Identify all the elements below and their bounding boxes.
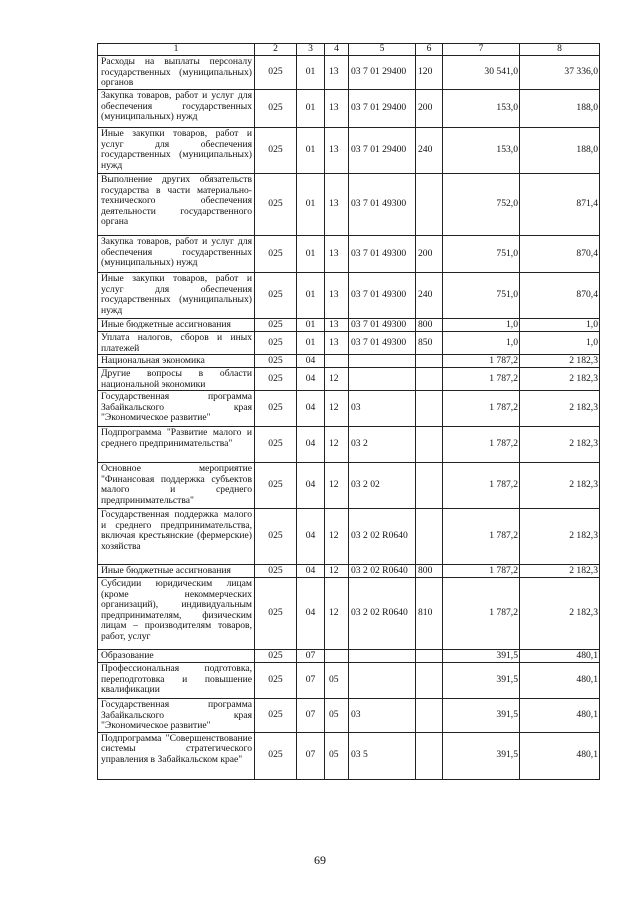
section-code: 07 [297, 663, 325, 699]
ministry-code: 025 [255, 578, 297, 650]
expense-type: 200 [416, 90, 443, 128]
table-row [98, 427, 600, 463]
ministry-code: 025 [255, 565, 297, 578]
row-name: Выполнение других обязательств государства в части материально-технического обеспечения деятельности государственного органа [98, 174, 255, 236]
target-article [349, 368, 416, 391]
subsection-code: 12 [325, 463, 349, 509]
ministry-code: 025 [255, 463, 297, 509]
row-name: Уплата налогов, сборов и иных платежей [98, 332, 255, 355]
amount-year-1: 391,5 [443, 699, 520, 733]
expense-type [416, 699, 443, 733]
ministry-code: 025 [255, 174, 297, 236]
ministry-code: 025 [255, 732, 297, 779]
target-article: 03 7 01 49300 [349, 174, 416, 236]
amount-year-1: 153,0 [443, 128, 520, 174]
expense-type [416, 663, 443, 699]
header-cell: 1 [98, 44, 255, 56]
section-code: 01 [297, 174, 325, 236]
amount-year-1: 752,0 [443, 174, 520, 236]
amount-year-2: 480,1 [520, 732, 600, 779]
ministry-code: 025 [255, 319, 297, 332]
row-name: Основное мероприятие "Финансовая поддержка субъектов малого и среднего предпринимательства" [98, 463, 255, 509]
expense-type [416, 427, 443, 463]
ministry-code: 025 [255, 663, 297, 699]
amount-year-1: 1 787,2 [443, 355, 520, 368]
row-name: Иные закупки товаров, работ и услуг для обеспечения государственных (муниципальных) нужд [98, 128, 255, 174]
target-article: 03 2 02 R0640 [349, 509, 416, 565]
amount-year-1: 1 787,2 [443, 578, 520, 650]
ministry-code: 025 [255, 128, 297, 174]
amount-year-2: 870,4 [520, 236, 600, 273]
table-row [98, 391, 600, 427]
subsection-code: 13 [325, 174, 349, 236]
subsection-code: 12 [325, 578, 349, 650]
expense-type: 240 [416, 128, 443, 174]
subsection-code [325, 355, 349, 368]
target-article [349, 355, 416, 368]
row-name: Государственная программа Забайкальского края "Экономическое развитие" [98, 699, 255, 733]
expense-type: 810 [416, 578, 443, 650]
target-article: 03 7 01 49300 [349, 332, 416, 355]
amount-year-2: 871,4 [520, 174, 600, 236]
target-article [349, 663, 416, 699]
amount-year-2: 2 182,3 [520, 427, 600, 463]
amount-year-2: 480,1 [520, 663, 600, 699]
amount-year-2: 1,0 [520, 319, 600, 332]
section-code: 01 [297, 332, 325, 355]
target-article: 03 7 01 49300 [349, 236, 416, 273]
table-body [98, 56, 600, 780]
table-row [98, 368, 600, 391]
ministry-code: 025 [255, 427, 297, 463]
amount-year-2: 2 182,3 [520, 578, 600, 650]
section-code: 04 [297, 391, 325, 427]
amount-year-1: 1 787,2 [443, 463, 520, 509]
amount-year-1: 1 787,2 [443, 427, 520, 463]
amount-year-2: 37 336,0 [520, 56, 600, 90]
amount-year-2: 870,4 [520, 273, 600, 319]
row-name: Образование [98, 650, 255, 663]
amount-year-1: 1 787,2 [443, 391, 520, 427]
section-code: 04 [297, 463, 325, 509]
table-row [98, 273, 600, 319]
section-code: 07 [297, 650, 325, 663]
section-code: 07 [297, 732, 325, 779]
header-cell: 8 [520, 44, 600, 56]
subsection-code: 13 [325, 236, 349, 273]
subsection-code: 13 [325, 273, 349, 319]
subsection-code: 12 [325, 509, 349, 565]
expense-type [416, 509, 443, 565]
subsection-code: 13 [325, 56, 349, 90]
target-article: 03 [349, 391, 416, 427]
amount-year-1: 153,0 [443, 90, 520, 128]
ministry-code: 025 [255, 332, 297, 355]
expense-type: 200 [416, 236, 443, 273]
row-name: Иные закупки товаров, работ и услуг для обеспечения государственных (муниципальных) нужд [98, 273, 255, 319]
amount-year-1: 751,0 [443, 236, 520, 273]
target-article: 03 2 02 [349, 463, 416, 509]
row-name: Подпрограмма "Развитие малого и среднего предпринимательства" [98, 427, 255, 463]
amount-year-1: 30 541,0 [443, 56, 520, 90]
header-row [98, 44, 600, 56]
target-article: 03 7 01 29400 [349, 128, 416, 174]
table-row [98, 663, 600, 699]
amount-year-1: 391,5 [443, 732, 520, 779]
section-code: 01 [297, 319, 325, 332]
expense-type: 800 [416, 565, 443, 578]
expense-type [416, 355, 443, 368]
section-code: 01 [297, 236, 325, 273]
section-code: 01 [297, 56, 325, 90]
expense-type: 800 [416, 319, 443, 332]
ministry-code: 025 [255, 56, 297, 90]
amount-year-2: 188,0 [520, 90, 600, 128]
row-name: Подпрограмма "Совершенствование системы стратегического управления в Забайкальском крае" [98, 732, 255, 779]
ministry-code: 025 [255, 509, 297, 565]
amount-year-1: 391,5 [443, 650, 520, 663]
table-row [98, 509, 600, 565]
table-row [98, 332, 600, 355]
table-row [98, 565, 600, 578]
target-article: 03 7 01 29400 [349, 56, 416, 90]
row-name: Профессиональная подготовка, переподготовка и повышение квалификации [98, 663, 255, 699]
expense-type [416, 368, 443, 391]
header-cell: 7 [443, 44, 520, 56]
ministry-code: 025 [255, 650, 297, 663]
row-name: Государственная поддержка малого и среднего предпринимательства, включая крестьянские (фермерские) хозяйства [98, 509, 255, 565]
subsection-code: 12 [325, 565, 349, 578]
amount-year-2: 188,0 [520, 128, 600, 174]
table-row [98, 56, 600, 90]
subsection-code: 05 [325, 663, 349, 699]
amount-year-2: 2 182,3 [520, 463, 600, 509]
amount-year-2: 2 182,3 [520, 368, 600, 391]
subsection-code: 13 [325, 332, 349, 355]
ministry-code: 025 [255, 236, 297, 273]
table-row [98, 174, 600, 236]
amount-year-1: 1,0 [443, 332, 520, 355]
target-article: 03 2 02 R0640 [349, 578, 416, 650]
target-article [349, 650, 416, 663]
subsection-code [325, 650, 349, 663]
row-name: Национальная экономика [98, 355, 255, 368]
table-row [98, 236, 600, 273]
target-article: 03 7 01 49300 [349, 319, 416, 332]
expense-type: 120 [416, 56, 443, 90]
subsection-code: 13 [325, 90, 349, 128]
section-code: 04 [297, 368, 325, 391]
subsection-code: 12 [325, 427, 349, 463]
ministry-code: 025 [255, 699, 297, 733]
header-cell: 4 [325, 44, 349, 56]
header-cell: 6 [416, 44, 443, 56]
expense-type [416, 732, 443, 779]
section-code: 01 [297, 90, 325, 128]
subsection-code: 12 [325, 368, 349, 391]
table-row [98, 463, 600, 509]
budget-table [97, 43, 600, 780]
amount-year-2: 480,1 [520, 699, 600, 733]
table-row [98, 128, 600, 174]
subsection-code: 12 [325, 391, 349, 427]
table-row [98, 319, 600, 332]
table-row [98, 732, 600, 779]
subsection-code: 13 [325, 128, 349, 174]
table-row [98, 650, 600, 663]
row-name: Иные бюджетные ассигнования [98, 565, 255, 578]
expense-type: 240 [416, 273, 443, 319]
row-name: Другие вопросы в области национальной экономики [98, 368, 255, 391]
page-number: 69 [314, 853, 326, 867]
amount-year-2: 2 182,3 [520, 355, 600, 368]
amount-year-2: 1,0 [520, 332, 600, 355]
subsection-code: 13 [325, 319, 349, 332]
ministry-code: 025 [255, 273, 297, 319]
expense-type [416, 391, 443, 427]
section-code: 04 [297, 565, 325, 578]
amount-year-1: 1,0 [443, 319, 520, 332]
header-cell: 5 [349, 44, 416, 56]
expense-type: 850 [416, 332, 443, 355]
target-article: 03 5 [349, 732, 416, 779]
target-article: 03 [349, 699, 416, 733]
target-article: 03 2 [349, 427, 416, 463]
header-cell: 3 [297, 44, 325, 56]
target-article: 03 7 01 49300 [349, 273, 416, 319]
ministry-code: 025 [255, 90, 297, 128]
amount-year-2: 2 182,3 [520, 565, 600, 578]
section-code: 07 [297, 699, 325, 733]
section-code: 04 [297, 578, 325, 650]
subsection-code: 05 [325, 732, 349, 779]
subsection-code: 05 [325, 699, 349, 733]
section-code: 01 [297, 128, 325, 174]
amount-year-1: 1 787,2 [443, 368, 520, 391]
amount-year-2: 2 182,3 [520, 391, 600, 427]
row-name: Закупка товаров, работ и услуг для обеспечения государственных (муниципальных) нужд [98, 90, 255, 128]
amount-year-1: 391,5 [443, 663, 520, 699]
ministry-code: 025 [255, 391, 297, 427]
expense-type [416, 650, 443, 663]
table-row [98, 699, 600, 733]
section-code: 04 [297, 509, 325, 565]
row-name: Иные бюджетные ассигнования [98, 319, 255, 332]
section-code: 04 [297, 427, 325, 463]
table-row [98, 355, 600, 368]
header-cell: 2 [255, 44, 297, 56]
amount-year-1: 1 787,2 [443, 509, 520, 565]
row-name: Государственная программа Забайкальского края "Экономическое развитие" [98, 391, 255, 427]
amount-year-2: 480,1 [520, 650, 600, 663]
table-row [98, 90, 600, 128]
ministry-code: 025 [255, 355, 297, 368]
table-row [98, 578, 600, 650]
amount-year-1: 751,0 [443, 273, 520, 319]
row-name: Расходы на выплаты персоналу государственных (муниципальных) органов [98, 56, 255, 90]
section-code: 04 [297, 355, 325, 368]
target-article: 03 7 01 29400 [349, 90, 416, 128]
amount-year-1: 1 787,2 [443, 565, 520, 578]
row-name: Субсидии юридическим лицам (кроме некоммерческих организаций), индивидуальным предпринимателям, физическим лицам – производителям товаров, работ, услуг [98, 578, 255, 650]
section-code: 01 [297, 273, 325, 319]
ministry-code: 025 [255, 368, 297, 391]
row-name: Закупка товаров, работ и услуг для обеспечения государственных (муниципальных) нужд [98, 236, 255, 273]
expense-type [416, 174, 443, 236]
target-article: 03 2 02 R0640 [349, 565, 416, 578]
amount-year-2: 2 182,3 [520, 509, 600, 565]
expense-type [416, 463, 443, 509]
